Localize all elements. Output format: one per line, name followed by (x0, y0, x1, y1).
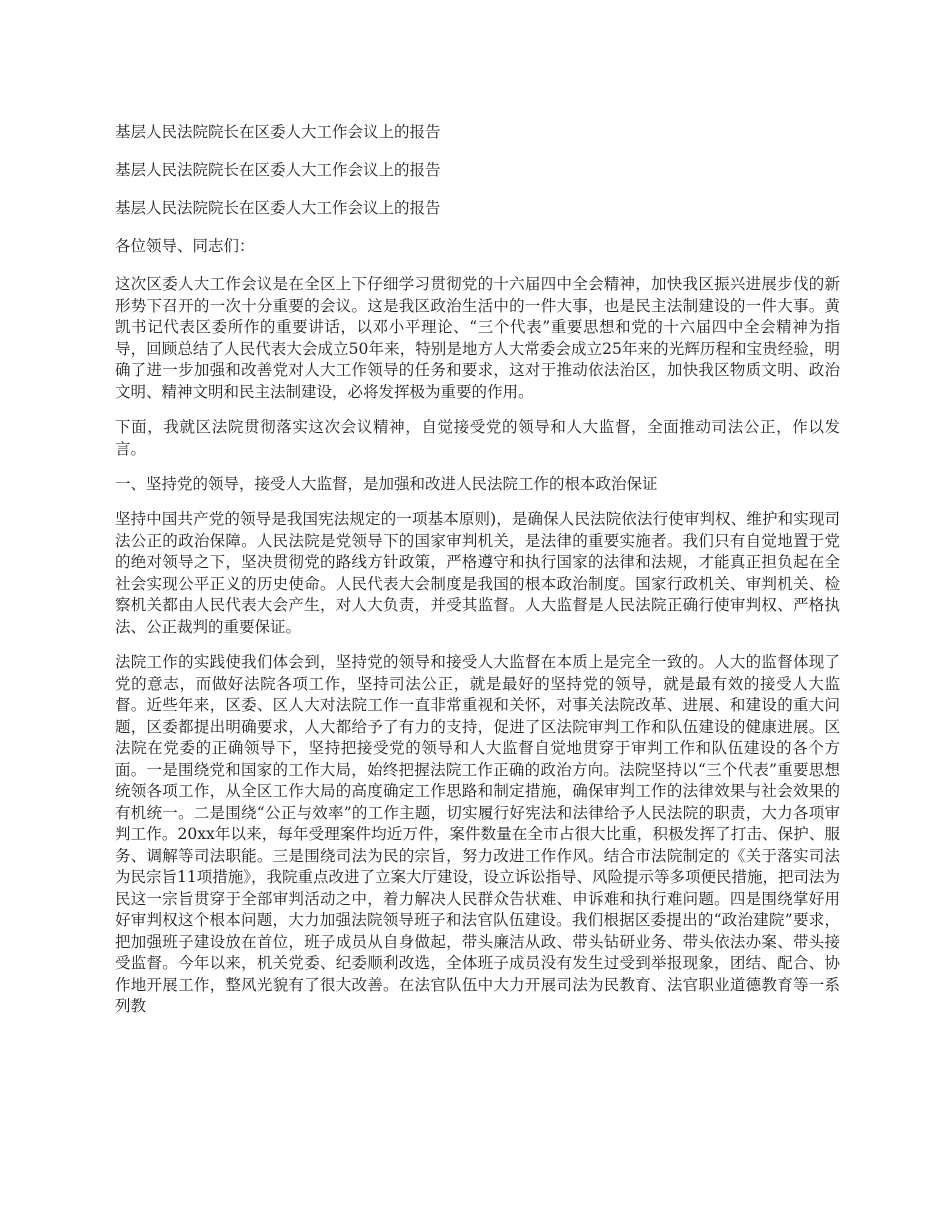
paragraph-intro: 这次区委人大工作会议是在全区上下仔细学习贯彻党的十六届四中全会精神，加快我区振兴进展步伐的新形势下召开的一次十分重要的会议。这是我区政治生活中的一件大事，也是民主法制建设的一件大事。黄凯书记代表区委所作的重要讲话，以邓小平理论、“三个代表”重要思想和党的十六届四中全会精神为指导，回顾总结了人民代表大会成立50年来，特别是地方人大常委会成立25年来的光辉历程和宝贵经验，明确了进一步加强和改善党对人大工作领导的任务和要求，这对于推动依法治区，加快我区物质文明、政治文明、精神文明和民主法制建设，必将发挥极为重要的作用。 (115, 275, 840, 401)
paragraph-section-2: 法院工作的实践使我们体会到，坚持党的领导和接受人大监督在本质上是完全一致的。人大的监督体现了党的意志，而做好法院各项工作，坚持司法公正，就是最好的坚持党的领导，就是最有效的接受人大监督。近些年来，区委、区人大对法院工作一直非常重视和关怀，对事关法院改革、进展、和建设的重大问题，区委都提出明确要求，人大都给予了有力的支持，促进了区法院审判工作和队伍建设的健康进展。区法院在党委的正确领导下，坚持把接受党的领导和人大监督自觉地贯穿于审判工作和队伍建设的各个方面。一是围绕党和国家的工作大局，始终把握法院工作正确的政治方向。法院坚持以“三个代表”重要思想统领各项工作，从全区工作大局的高度确定工作思路和制定措施，确保审判工作的法律效果与社会效果的有机统一。二是围绕“公正与效率”的工作主题，切实履行好宪法和法律给予人民法院的职责，大力各项审判工作。20xx年以来，每年受理案件均近万件，案件数量在全市占很大比重，积极发挥了打击、保护、服务、调解等司法职能。三是围绕司法为民的宗旨，努力改进工作作风。结合市法院制定的《关于落实司法为民宗旨11项措施》，我院重点改进了立案大厅建设，设立诉讼指导、风险提示等多项便民措施，把司法为民这一宗旨贯穿于全部审判活动之中，着力解决人民群众告状难、申诉难和执行难问题。四是围绕掌好用好审判权这个根本问题，大力加强法院领导班子和法官队伍建设。我们根据区委提出的“政治建院”要求，把加强班子建设放在首位，班子成员从自身做起，带头廉洁从政、带头钻研业务、带头依法办案、带头接受监督。今年以来，机关党委、纪委顺利改选，全体班子成员没有发生过受到举报现象，团结、配合、协作地开展工作，整风光貌有了很大改善。在法官队伍中大力开展司法为民教育、法官职业道德教育等一系列教 (115, 653, 840, 1015)
document-title-3: 基层人民法院院长在区委人大工作会议上的报告 (115, 199, 441, 217)
paragraph-section-1: 坚持中国共产党的领导是我国宪法规定的一项基本原则)，是确保人民法院依法行使审判权、维护和实现司法公正的政治保障。人民法院是党领导下的国家审判机关，是法律的重要实施者。我们只有自觉地置于党的绝对领导之下，坚决贯彻党的路线方针政策，严格遵守和执行国家的法律和法规，才能真正担负起在全社会实现公平正义的历史使命。人民代表大会制度是我国的根本政治制度。国家行政机关、审判机关、检察机关都由人民代表大会产生，对人大负责，并受其监督。人大监督是人民法院正确行使审判权、严格执法、公正裁判的重要保证。 (115, 510, 840, 636)
greeting: 各位领导、同志们： (115, 237, 255, 255)
section-heading: 一、坚持党的领导，接受人大监督，是加强和改进人民法院工作的根本政治保证 (115, 475, 658, 493)
paragraph-purpose: 下面，我就区法院贯彻落实这次会议精神，自觉接受党的领导和人大监督，全面推动司法公正，作以发言。 (115, 418, 840, 458)
document-title-1: 基层人民法院院长在区委人大工作会议上的报告 (115, 123, 441, 141)
document-page (115, 122, 840, 1032)
document-title-2: 基层人民法院院长在区委人大工作会议上的报告 (115, 161, 441, 179)
